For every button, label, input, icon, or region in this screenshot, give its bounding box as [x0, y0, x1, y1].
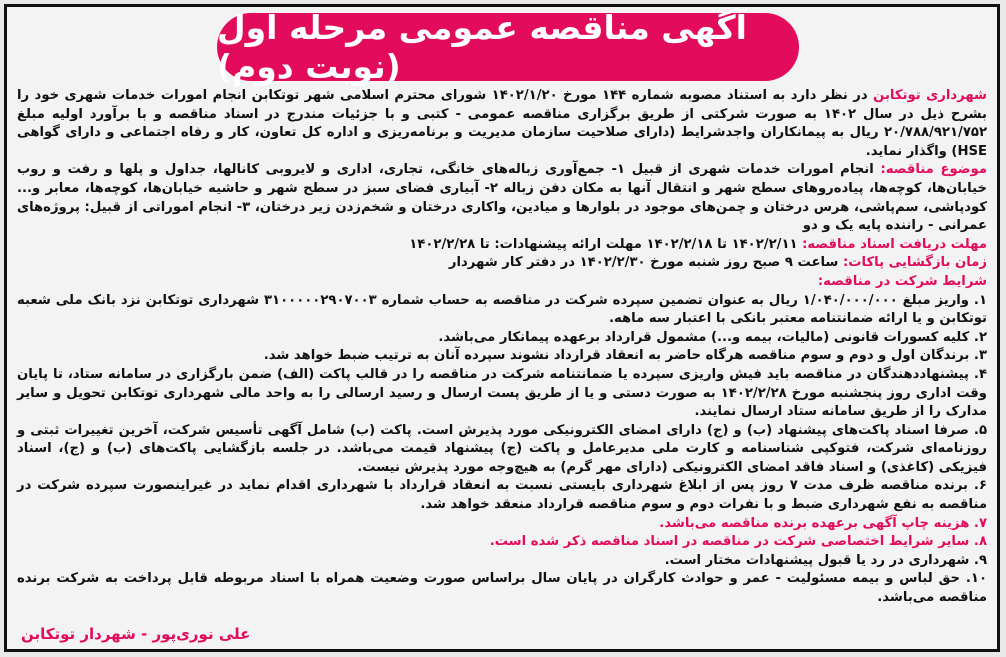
title-banner — [217, 8, 799, 86]
intro-paragraph — [17, 87, 987, 161]
subject-text: انجام امورات خدمات شهری از قبیل ۱- جمع‌آوری زباله‌های خانگی، تجاری، اداری و لایروبی کانالها، جداول و پلها و رفت و روب خیابان‌ها، کوچه‌ها، پیاده‌روهای سطح شهر و انتقال آنها به مکان دفن زباله ۲- آبیاری فضای سبز در سطح شهر و حاشیه خیابان‌ها، کوچه‌ها، معابر و... کودپاشی، سم‌پاشی، هرس درختان و چمن‌های موجود در بلوارها و میادین، واکاری درختان و شخم‌زدن زیر درختان، ۳- انجام اموراتی از قبیل: پروژه‌های عمرانی - راننده پایه یک و دو — [17, 162, 987, 234]
opening-line — [17, 254, 987, 273]
notice-page — [4, 4, 1000, 652]
condition-item-highlighted: ۸. سایر شرایط اختصاصی شرکت در مناقصه در اسناد مناقصه ذکر شده است. — [489, 534, 987, 550]
deadlines-label: مهلت دریافت اسناد مناقصه: — [797, 236, 987, 252]
condition-item: ۴. پیشنهاددهندگان در مناقصه باید فیش واریزی سپرده یا ضمانتنامه شرکت در مناقصه را در قالب پاکت (الف) ضمن بارگزاری در سامانه ستاد، تا پایان وقت اداری روز پنجشنبه مورخ ۱۴۰۲/۲/۲۸ به صورت دستی و یا از طریق پست ارسال و رسید ارسالی را به واحد مالی شهرداری توتکابن تحویل و سایر مدارک را از طریق سامانه ستاد ارسال نمایند. — [17, 366, 988, 420]
notice-title: آگهی مناقصه عمومی مرحله اول (نوبت دوم) — [217, 8, 747, 86]
deadlines-text: ۱۴۰۲/۲/۱۱ تا ۱۴۰۲/۲/۱۸ مهلت ارائه پیشنهادات: تا ۱۴۰۲/۲/۲۸ — [409, 236, 798, 252]
notice-body — [17, 87, 987, 608]
opening-label: زمان بازگشایی پاکات: — [838, 255, 987, 271]
intro-text: در نظر دارد به استناد مصوبه شماره ۱۴۴ مورخ ۱۴۰۲/۱/۲۰ شورای محترم اسلامی شهر توتکابن انجام امورات خدمات شهری خود را بشرح ذیل در سال ۱۴۰۲ به صورت شرکتی از طریق برگزاری مناقصه عمومی - کتبی و با جزئیات مندرج در اسناد مناقصه و با برآورد اولیه مبلغ ۲۰/۷۸۸/۹۲۱/۷۵۲ ریال به پیمانکاران واجدشرایط (دارای صلاحیت سازمان مدیریت و برنامه‌ریزی و اداره کل تعاون، کار و رفاه اجتماعی و دارای گواهی HSE) واگذار نماید. — [17, 88, 987, 159]
condition-item: ۹. شهرداری در رد یا قبول پیشنهادات مختار است. — [664, 552, 987, 568]
organization-name: شهرداری توتکابن — [873, 88, 987, 103]
condition-item: ۳. برندگان اول و دوم و سوم مناقصه هرگاه حاضر به انعقاد قرارداد نشوند سپرده آنان به ترتیب ضبط خواهد شد. — [263, 348, 987, 364]
mayor-signature: علی نوری‌پور - شهردار توتکابن — [21, 625, 251, 643]
condition-item: ۱۰. حق لباس و بیمه مسئولیت - عمر و حوادث کارگران در پایان سال براساس صورت وضعیت همراه با اسناد مربوطه قابل پرداخت به شرکت برنده مناقصه می‌باشد. — [17, 571, 987, 606]
opening-text: ساعت ۹ صبح روز شنبه مورخ ۱۴۰۲/۲/۳۰ در دفتر کار شهردار — [448, 255, 839, 271]
conditions-heading: شرایط شرکت در مناقصه: — [817, 273, 987, 289]
condition-item: ۶. برنده مناقصه ظرف مدت ۷ روز پس از ابلاغ شهرداری بایستی نسبت به انعقاد قرارداد با شهرداری اقدام نماید در غیراینصورت سپرده شرکت در مناقصه به نفع شهرداری ضبط و با نفرات دوم و سوم مناقصه قرارداد منعقد خواهد شد. — [17, 478, 987, 513]
deadlines-line — [17, 236, 987, 255]
condition-item: ۱. واریز مبلغ ۱/۰۴۰/۰۰۰/۰۰۰ ریال به عنوان تضمین سپرده شرکت در مناقصه به حساب شماره ۳۱۰۰۰۰۰۲۹۰۷۰۰۳ شهرداری توتکابن نزد بانک ملی شعبه توتکابن و یا ارائه ضمانتنامه معتبر بانکی با اعتبار سه ماهه. — [17, 292, 988, 327]
subject-label: موضوع مناقصه: — [873, 162, 987, 178]
subject-paragraph — [17, 161, 987, 235]
condition-item: ۲. کلیه کسورات قانونی (مالیات، بیمه و...) مشمول قرارداد برعهده پیمانکار می‌باشد. — [438, 329, 987, 345]
condition-item: ۵. صرفا اسناد پاکت‌های پیشنهاد (ب) و (ج) دارای امضای الکترونیکی مورد پذیرش است. پاکت (ب) شامل آگهی تأسیس شرکت، آخرین تغییرات ثبتی و روزنامه‌ای شرکت، فتوکپی شناسنامه و کارت ملی مدیرعامل و پاکت (ج) پیشنهاد قیمت می‌باشد. در جلسه بازگشایی پاکت‌های (ب) و (ج)، اسناد فیزیکی (کاغذی) و اسناد فاقد امضای الکترونیکی (دارای مهر گرم) به هیچ‌وجه مورد پذیرش نیست. — [17, 422, 987, 475]
condition-item-highlighted: ۷. هزینه چاپ آگهی برعهده برنده مناقصه می‌باشد. — [659, 515, 987, 531]
